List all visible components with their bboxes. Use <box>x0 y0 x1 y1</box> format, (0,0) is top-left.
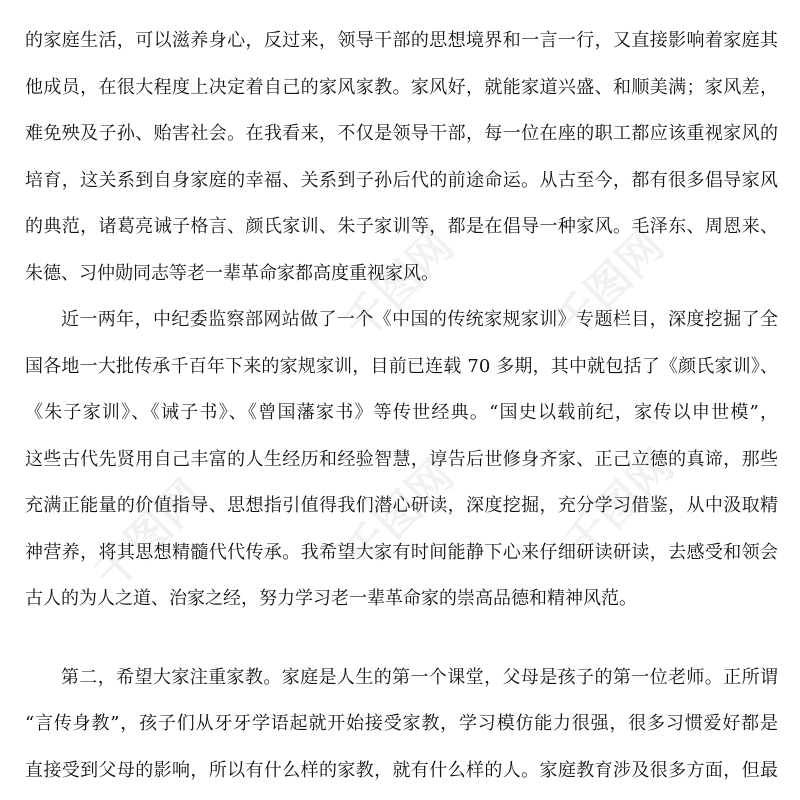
text-line: 近一两年，中纪委监察部网站做了一个《中国的传统家规家训》专题栏目，深度挖掘了全 <box>61 309 778 330</box>
paragraph-2 <box>25 297 778 623</box>
text-line: 培育，这关系到自身家庭的幸福、关系到子孙后代的前途命运。从古至今，都有很多倡导家风 <box>25 169 778 191</box>
watermark: 千图网 <box>334 220 464 350</box>
text-line: 神营养，将其思想精髓代代传承。我希望大家有时间能静下心来仔细研读研读，去感受和领会 <box>25 541 778 563</box>
text-line: 直接受到父母的影响，所以有什么样的家教，就有什么样的人。家庭教育涉及很多方面，但最 <box>25 759 778 781</box>
text-line: 朱德、习仲勋同志等老一辈革命家都高度重视家风。 <box>25 262 439 284</box>
text-line: 国各地一大批传承千百年下来的家规家训，目前已连载 70 多期，其中就包括了《颜氏家训》、 <box>25 355 778 377</box>
watermark: 千图网 <box>544 220 674 350</box>
watermark: 千图网 <box>84 470 214 600</box>
document-page <box>25 18 778 794</box>
text-line: “言传身教”，孩子们从牙牙学语起就开始接受家教，学习模仿能力很强，很多习惯爱好都是 <box>25 713 778 734</box>
text-line: 古人的为人之道、治家之经，努力学习老一辈革命家的崇高品德和精神风范。 <box>25 588 637 609</box>
paragraph-1 <box>25 18 778 297</box>
text-line: 《朱子家训》、《诫子书》、《曾国藩家书》等传世经典。“国史以载前纪，家传以申世模”， <box>25 402 778 423</box>
text-line: 充满正能量的价值指导、思想指引值得我们潜心研读，深度挖掘，充分学习借鉴，从中汲取精 <box>25 495 778 516</box>
text-line: 的典范，诸葛亮诫子格言、颜氏家训、朱子家训等，都是在倡导一种家风。毛泽东、周恩来、 <box>25 216 778 237</box>
watermark: 千图网 <box>554 440 684 570</box>
text-line: 这些古代先贤用自己丰富的人生经历和经验智慧，谆告后世修身齐家、正己立德的真谛，那些 <box>25 448 778 470</box>
text-line: 他成员，在很大程度上决定着自己的家风家教。家风好，就能家道兴盛、和顺美满；家风差， <box>25 76 778 98</box>
paragraph-spacer <box>25 623 778 655</box>
text-line: 第二，希望大家注重家教。家庭是人生的第一个课堂，父母是孩子的第一位老师。正所谓 <box>61 666 778 688</box>
text-line: 的家庭生活，可以滋养身心，反过来，领导干部的思想境界和一言一行，又直接影响着家庭其 <box>25 30 778 51</box>
paragraph-3 <box>25 655 778 795</box>
watermark: 千图网 <box>334 450 464 580</box>
text-line: 难免殃及子孙、贻害社会。在我看来，不仅是领导干部，每一位在座的职工都应该重视家风的 <box>25 123 778 144</box>
